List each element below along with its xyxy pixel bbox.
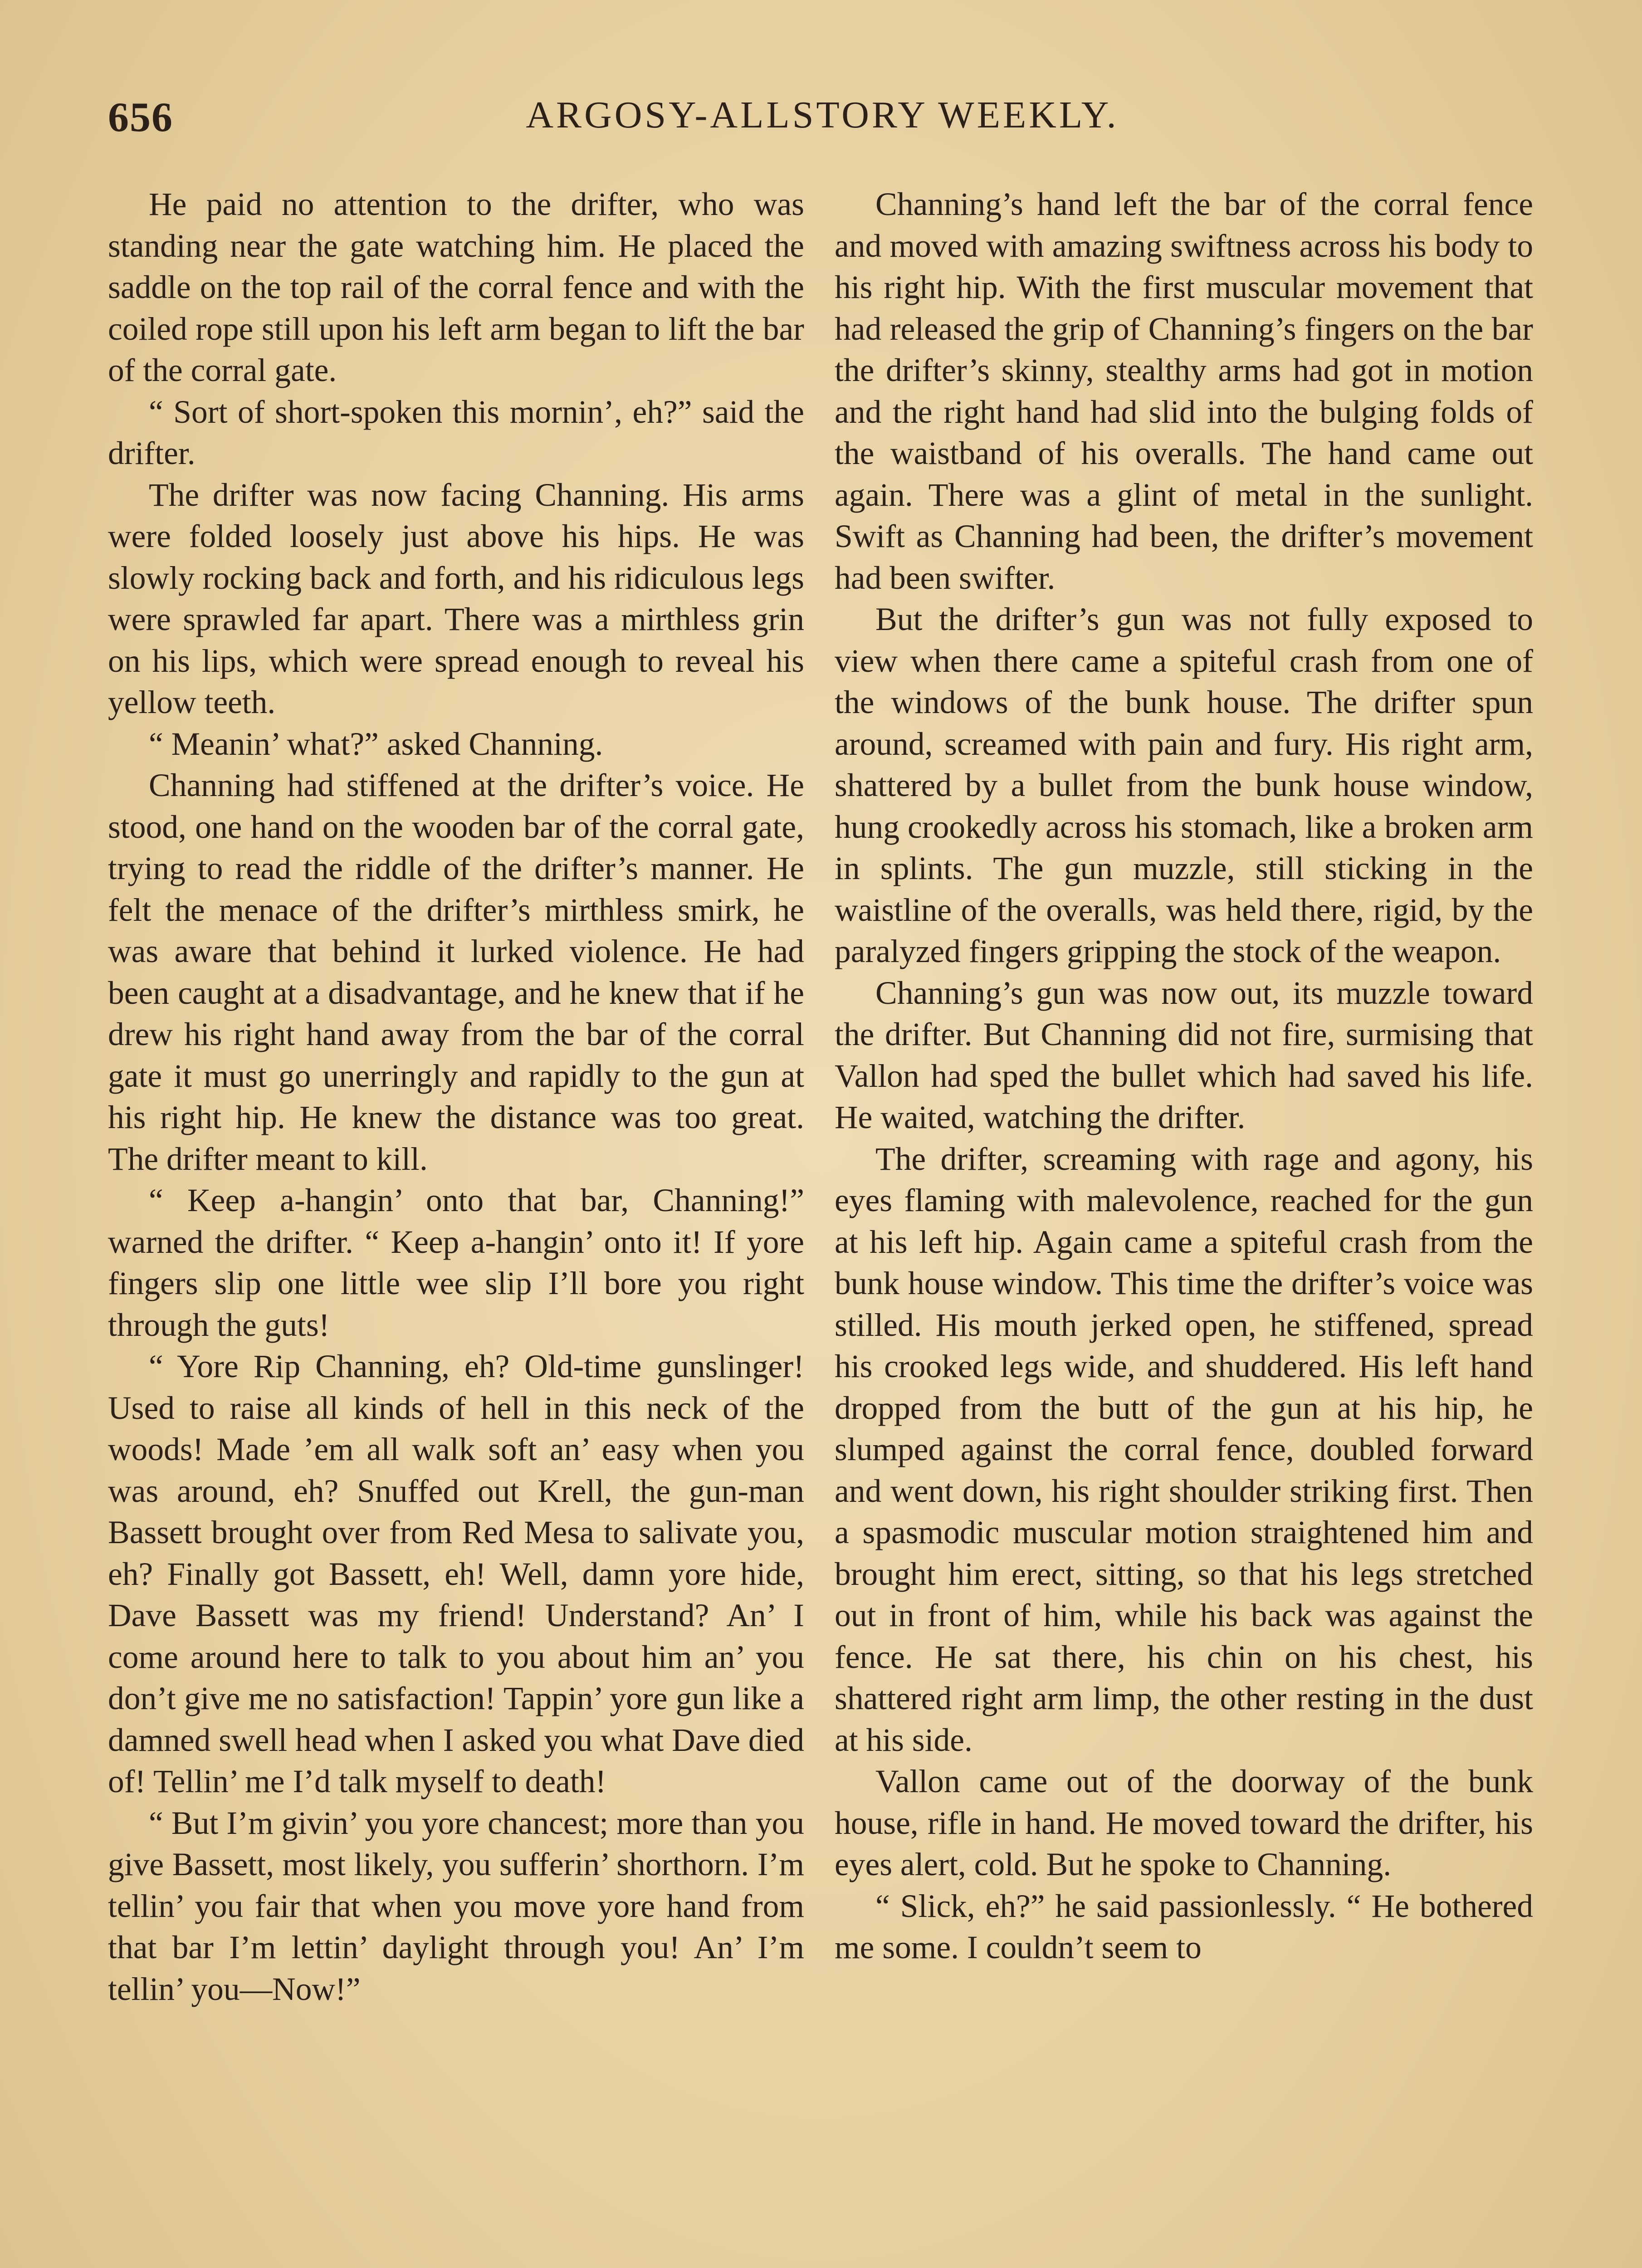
paragraph: “ Keep a-hangin’ onto that bar, Channing!” warned the drifter. “ Keep a-hangin’ onto it! If yore fingers slip one little wee slip I’ll bore you right through the guts! — [108, 1183, 804, 1343]
paragraph: Channing’s hand left the bar of the corral fence and moved with amazing swiftness across his body to his right hip. With the first muscular movement that had released the grip of Channing’s fingers on the bar the drifter’s skinny, stealthy arms had got in motion and the right hand had slid into the bulging folds of the waistband of his overalls. The hand came out again. There was a glint of metal in the sunlight. Swift as Channing had been, the drifter’s movement had been swifter. — [835, 186, 1533, 596]
paragraph: The drifter was now facing Channing. His arms were folded loosely just above his hips. He was slowly rocking back and forth, and his ridiculous legs were sprawled far apart. There was a mirthless grin on his lips, which were spread enough to reveal his yellow teeth. — [108, 477, 804, 720]
running-title: ARGOSY-ALLSTORY WEEKLY. — [526, 94, 1119, 136]
paragraph: “ But I’m givin’ you yore chancest; more than you give Bassett, most likely, you sufferin’ shorthorn. I’m tellin’ you fair that when you move yore hand from that bar I’m lettin’ daylight through you! An’ I’m tellin’ you—Now!” — [108, 1805, 804, 2007]
paragraph: “ Slick, eh?” he said passionlessly. “ He bothered me some. I couldn’t seem to — [835, 1888, 1533, 1965]
page-header — [108, 93, 1537, 152]
paragraph: “ Yore Rip Channing, eh? Old-time gunslinger! Used to raise all kinds of hell in this neck of the woods! Made ’em all walk soft an’ easy when you was around, eh? Snuffed out Krell, the gun-man Bassett brought over from Red Mesa to salivate you, eh? Finally got Bassett, eh! Well, damn yore hide, Dave Bassett was my friend! Understand? An’ I come around here to talk to you about him an’ you don’t give me no satisfaction! Tappin’ yore gun like a damned swell head when I asked you what Dave died of! Tellin’ me I’d talk myself to death! — [108, 1349, 804, 1799]
paragraph: But the drifter’s gun was not fully exposed to view when there came a spiteful crash from one of the windows of the bunk house. The drifter spun around, screamed with pain and fury. His right arm, shattered by a bullet from the bunk house window, hung crookedly across his stomach, like a broken arm in splints. The gun muzzle, still sticking in the waistline of the overalls, was held there, rigid, by the paralyzed fingers gripping the stock of the weapon. — [835, 601, 1533, 969]
paragraph: “ Meanin’ what?” asked Channing. — [149, 726, 603, 762]
left-column — [108, 184, 804, 2010]
paragraph: The drifter, screaming with rage and agony, his eyes flaming with malevolence, reached for the gun at his left hip. Again came a spiteful crash from the bunk house window. This time the drifter’s voice was stilled. His mouth jerked open, he stiffened, spread his crooked legs wide, and shuddered. His left hand dropped from the butt of the gun at his hip, he slumped against the corral fence, doubled forward and went down, his right shoulder striking first. Then a spasmodic muscular motion straightened him and brought him erect, sitting, so that his legs stretched out in front of him, while his back was against the fence. He sat there, his chin on his chest, his shattered right arm limp, the other resting in the dust at his side. — [835, 1141, 1533, 1758]
right-column — [835, 184, 1533, 1969]
paragraph: Channing had stiffened at the drifter’s voice. He stood, one hand on the wooden bar of the corral gate, trying to read the riddle of the drifter’s manner. He felt the menace of the drifter’s mirthless smirk, he was aware that behind it lurked violence. He had been caught at a disadvantage, and he knew that if he drew his right hand away from the bar of the corral gate it must go unerringly and rapidly to the gun at his right hip. He knew the distance was too great. The drifter meant to kill. — [108, 767, 804, 1177]
paragraph: “ Sort of short-spoken this mornin’, eh?” said the drifter. — [108, 394, 804, 471]
page-number: 656 — [108, 94, 173, 140]
paragraph: Channing’s gun was now out, its muzzle toward the drifter. But Channing did not fire, surmising that Vallon had sped the bullet which had saved his life. He waited, watching the drifter. — [835, 975, 1533, 1135]
paragraph: Vallon came out of the doorway of the bunk house, rifle in hand. He moved toward the drifter, his eyes alert, cold. But he spoke to Channing. — [835, 1764, 1533, 1882]
paragraph: He paid no attention to the drifter, who was standing near the gate watching him. He placed the saddle on the top rail of the corral fence and with the coiled rope still upon his left arm began to lift the bar of the corral gate. — [108, 186, 804, 388]
